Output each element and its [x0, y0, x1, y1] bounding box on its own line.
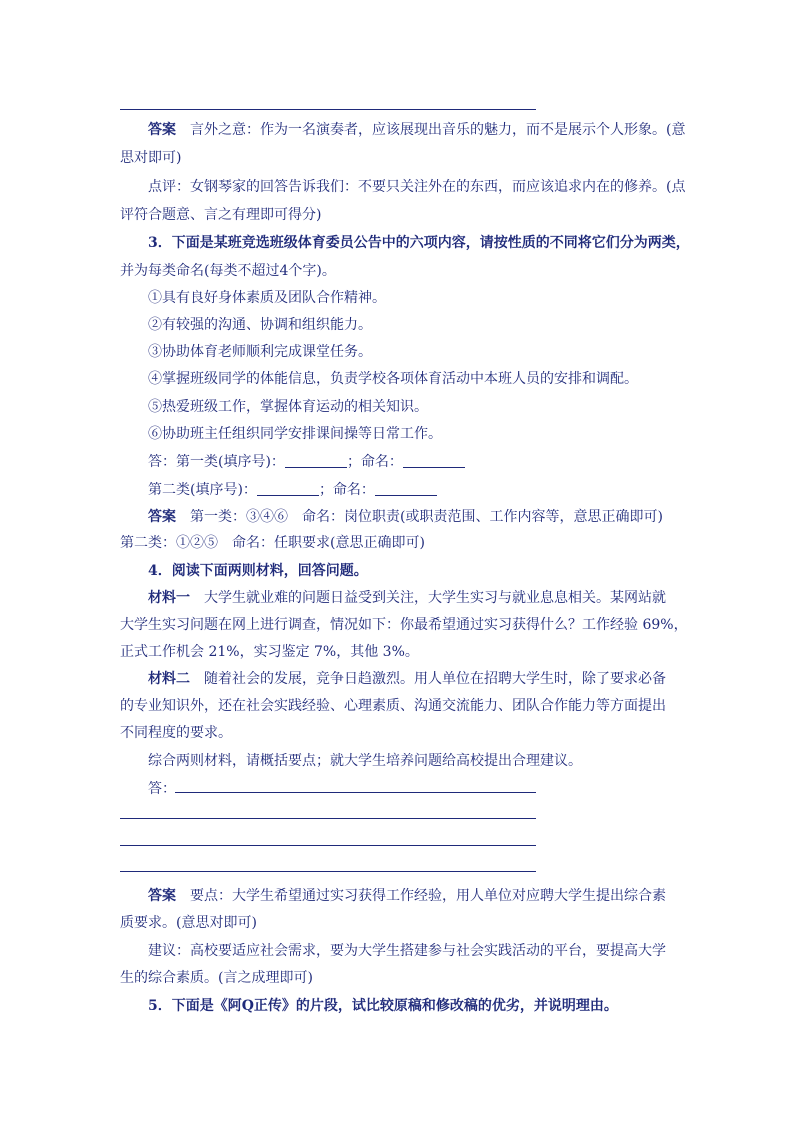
- answer-label: 答案: [148, 888, 176, 904]
- fill-blank[interactable]: [285, 453, 347, 468]
- comment-line-cont: 评符合题意、言之有理即可得分): [120, 207, 322, 223]
- answer-text: 要点：大学生希望通过实习获得工作经验，用人单位对应聘大学生提出综合素: [190, 888, 666, 904]
- q2-answer-line: [148, 120, 685, 140]
- q4-answer-line: [148, 886, 666, 906]
- material-text: 大学生就业难的问题日益受到关注，大学生实习与就业息息相关。某网站就: [204, 590, 666, 606]
- material-label: 材料一: [148, 590, 190, 606]
- fill-prefix: 第二类(填序号)：: [148, 482, 257, 498]
- material-2-line: [148, 669, 666, 689]
- fill-name-label: ；命名：: [318, 482, 375, 498]
- fill-prefix: 答：第一类(填序号)：: [148, 454, 285, 470]
- q4-stem: 4．阅读下面两则材料，回答问题。: [148, 563, 368, 579]
- q2-answer-line-cont: 思对即可): [120, 150, 182, 166]
- fill-blank[interactable]: [375, 481, 437, 496]
- q4-answer-line-2: 质要求。(意思对即可): [120, 915, 257, 931]
- q4-answer-line-4: 生的综合素质。(言之成理即可): [120, 970, 313, 986]
- answer-blank-line[interactable]: [175, 792, 536, 793]
- q3-item-2: ②有较强的沟通、协调和组织能力。: [148, 317, 372, 333]
- material-text: 随着社会的发展，竞争日趋激烈。用人单位在招聘大学生时，除了要求必备: [204, 671, 666, 687]
- fill-blank[interactable]: [257, 481, 319, 496]
- material-2-line-2: 的专业知识外，还在社会实践经验、心理素质、沟通交流能力、团队合作能力等方面提出: [120, 698, 666, 714]
- q3-item-4: ④掌握班级同学的体能信息，负责学校各项体育活动中本班人员的安排和调配。: [148, 371, 638, 387]
- answer-text: 第一类：③④⑥ 命名：岗位职责(或职责范围、工作内容等，意思正确即可): [190, 509, 663, 525]
- answer-blank-line[interactable]: [120, 845, 536, 846]
- q3-fill-line-2: [148, 480, 437, 500]
- answer-label: 答案: [148, 122, 176, 138]
- q4-answer-prefix: 答：: [148, 781, 176, 797]
- q3-answer-line-cont: 第二类：①②⑤ 命名：任职要求(意思正确即可): [120, 535, 425, 551]
- fill-blank[interactable]: [403, 453, 465, 468]
- answer-blank-line: [120, 109, 536, 110]
- material-1-line: [148, 588, 666, 608]
- comment-line: 点评：女钢琴家的回答告诉我们：不要只关注外在的东西，而应该追求内在的修养。(点: [148, 179, 686, 195]
- answer-label: 答案: [148, 509, 176, 525]
- material-label: 材料二: [148, 671, 190, 687]
- fill-name-label: ；命名：: [346, 454, 403, 470]
- q3-item-5: ⑤热爱班级工作，掌握体育运动的相关知识。: [148, 399, 428, 415]
- answer-blank-line[interactable]: [120, 818, 536, 819]
- q4-answer-line-3: 建议：高校要适应社会需求，要为大学生搭建参与社会实践活动的平台，要提高大学: [148, 943, 666, 959]
- q3-item-1: ①具有良好身体素质及团队合作精神。: [148, 290, 386, 306]
- q3-item-3: ③协助体育老师顺利完成课堂任务。: [148, 344, 372, 360]
- q4-task: 综合两则材料，请概括要点；就大学生培养问题给高校提出合理建议。: [148, 753, 582, 769]
- q3-stem-cont: 并为每类命名(每类不超过4个字)。: [120, 263, 336, 279]
- material-2-line-3: 不同程度的要求。: [120, 725, 232, 741]
- q5-stem: 5．下面是《阿Q正传》的片段，试比较原稿和修改稿的优劣，并说明理由。: [148, 998, 618, 1014]
- q3-answer-line: [148, 507, 663, 527]
- material-1-line-3: 正式工作机会 21%，实习鉴定 7%，其他 3%。: [120, 644, 419, 660]
- q3-item-6: ⑥协助班主任组织同学安排课间操等日常工作。: [148, 426, 442, 442]
- material-1-line-2: 大学生实习问题在网上进行调查，情况如下：你最希望通过实习获得什么？工作经验 69%，: [120, 617, 688, 633]
- q3-fill-line-1: [148, 452, 465, 472]
- answer-text: 言外之意：作为一名演奏者，应该展现出音乐的魅力，而不是展示个人形象。(意: [190, 122, 686, 138]
- answer-blank-line[interactable]: [120, 871, 536, 872]
- q3-stem: 3．下面是某班竞选班级体育委员公告中的六项内容，请按性质的不同将它们分为两类，: [148, 235, 690, 251]
